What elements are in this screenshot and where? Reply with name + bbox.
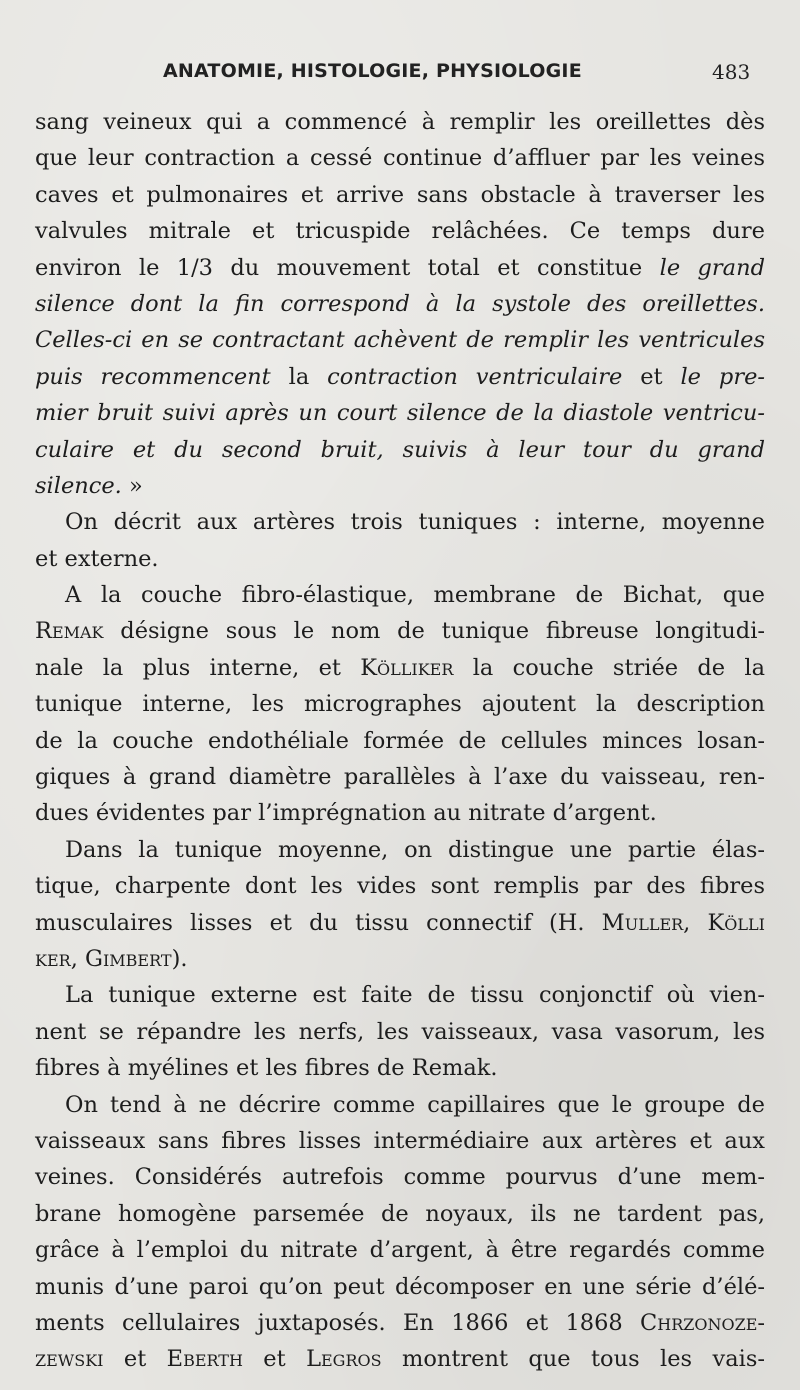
text-segment: et [103, 1346, 167, 1373]
text-segment: que leur contraction a cessé continue d’affluer par les veines [35, 145, 765, 172]
text-line [35, 250, 765, 286]
text-segment: vaisseaux sans fibres lisses intermédiaire aux artères et aux [35, 1127, 765, 1154]
text-segment: Remak [35, 618, 104, 645]
text-segment: A la couche fibro-élastique, membrane de Bichat, que [65, 582, 765, 609]
text-segment: silence. [35, 472, 122, 499]
page-header [0, 52, 800, 92]
text-line [35, 905, 765, 941]
text-line [35, 1123, 765, 1159]
text-line [35, 1269, 765, 1305]
text-segment: ). [171, 945, 188, 972]
text-segment: désigne sous le nom de tunique fibreuse longitudi- [103, 618, 765, 645]
text-segment: contraction ventriculaire [327, 363, 623, 390]
text-segment: zewski [35, 1346, 104, 1373]
text-segment: Dans la tunique moyenne, on distingue une partie élas- [65, 836, 765, 863]
running-head: ANATOMIE, HISTOLOGIE, PHYSIOLOGIE [163, 60, 582, 82]
text-line [35, 723, 765, 759]
text-segment: Celles-ci en se contractant achèvent de remplir les ventricules [35, 327, 765, 354]
text-line [35, 504, 765, 540]
text-segment: brane homogène parsemée de noyaux, ils ne tardent pas, [35, 1200, 765, 1227]
text-line [35, 541, 765, 577]
text-segment: On tend à ne décrire comme capillaires que le groupe de [65, 1091, 765, 1118]
text-segment: le grand [659, 254, 765, 281]
text-line [35, 650, 765, 686]
text-line [35, 686, 765, 722]
text-segment: ments cellulaires juxtaposés. En 1866 et 1868 [35, 1309, 641, 1336]
text-segment: tique, charpente dont les vides sont remplis par des fibres [35, 873, 765, 900]
text-segment: grâce à l’emploi du nitrate d’argent, à être regardés comme [35, 1237, 765, 1264]
text-segment: et externe. [35, 545, 159, 572]
text-segment: et [242, 1346, 307, 1373]
text-segment: veines. Considérés autrefois comme pourvus d’une mem- [35, 1164, 765, 1191]
text-line [35, 977, 765, 1013]
text-line [35, 286, 765, 322]
text-line [35, 1341, 765, 1377]
text-segment: puis recommencent [35, 363, 271, 390]
text-segment: Eberth [166, 1346, 243, 1373]
text-line [35, 359, 765, 395]
text-line [35, 1232, 765, 1268]
text-segment: Legros [306, 1346, 382, 1373]
text-line [35, 1050, 765, 1086]
text-segment: munis d’une paroi qu’on peut décomposer en une série d’élé- [35, 1273, 765, 1300]
text-segment: nale la plus interne, et [35, 654, 361, 681]
text-segment: dues évidentes par l’imprégnation au nitrate d’argent. [35, 800, 657, 827]
text-segment: musculaires lisses et du tissu connectif (H. [35, 909, 602, 936]
text-line [35, 395, 765, 431]
text-segment: caves et pulmonaires et arrive sans obstacle à traverser les [35, 181, 765, 208]
text-segment: mier bruit suivi après un court silence de la diastole ventricu- [35, 400, 765, 427]
text-line [35, 1305, 765, 1341]
text-line [35, 577, 765, 613]
text-segment: , [683, 909, 708, 936]
text-segment: de la couche endothéliale formée de cellules minces losan- [35, 727, 765, 754]
text-line [35, 140, 765, 176]
text-segment: sang veineux qui a commencé à remplir les oreillettes dès [35, 109, 765, 135]
text-segment: On décrit aux artères trois tuniques : interne, moyenne [65, 509, 765, 536]
text-segment: Kölliker [360, 654, 454, 681]
text-line [35, 1159, 765, 1195]
text-line [35, 1014, 765, 1050]
text-line [35, 432, 765, 468]
text-line [35, 759, 765, 795]
text-line [35, 1087, 765, 1123]
text-line [35, 468, 765, 504]
text-segment: » [121, 472, 143, 499]
text-segment: et [622, 363, 681, 390]
text-line [35, 795, 765, 831]
text-segment: fibres à myélines et les fibres de Remak. [35, 1055, 498, 1082]
text-segment: la couche striée de la [453, 654, 765, 681]
text-segment: nent se répandre les nerfs, les vaisseaux, vasa vasorum, les [35, 1018, 765, 1045]
text-segment: le pre- [680, 363, 765, 390]
text-line [35, 322, 765, 358]
text-segment: environ le 1/3 du mouvement total et constitue [35, 254, 660, 281]
text-line [35, 177, 765, 213]
text-segment: La tunique externe est faite de tissu conjonctif où vien- [65, 982, 765, 1009]
text-line [35, 868, 765, 904]
text-segment: , [70, 945, 85, 972]
text-line [35, 104, 765, 140]
text-line [35, 213, 765, 249]
text-segment: valvules mitrale et tricuspide relâchées. Ce temps dure [35, 218, 765, 245]
text-segment: tunique interne, les micrographes ajoutent la description [35, 691, 765, 718]
text-segment: Chrzonoze- [640, 1309, 765, 1336]
text-segment: Kölli [707, 909, 765, 936]
text-segment: Gimbert [85, 945, 172, 972]
text-segment: montrent que tous les vais- [381, 1346, 765, 1373]
text-segment: giques à grand diamètre parallèles à l’axe du vaisseau, ren- [35, 764, 765, 791]
text-segment: ker [35, 945, 71, 972]
text-segment: la [270, 363, 328, 390]
text-line [35, 832, 765, 868]
page-number: 483 [712, 60, 751, 84]
text-segment: silence dont la fin correspond à la systole des oreillettes. [35, 290, 765, 317]
text-segment: culaire et du second bruit, suivis à leur tour du grand [35, 436, 765, 463]
text-line [35, 1196, 765, 1232]
text-line [35, 613, 765, 649]
body-text [35, 104, 765, 1378]
text-segment: Muller [601, 909, 684, 936]
text-line [35, 941, 765, 977]
